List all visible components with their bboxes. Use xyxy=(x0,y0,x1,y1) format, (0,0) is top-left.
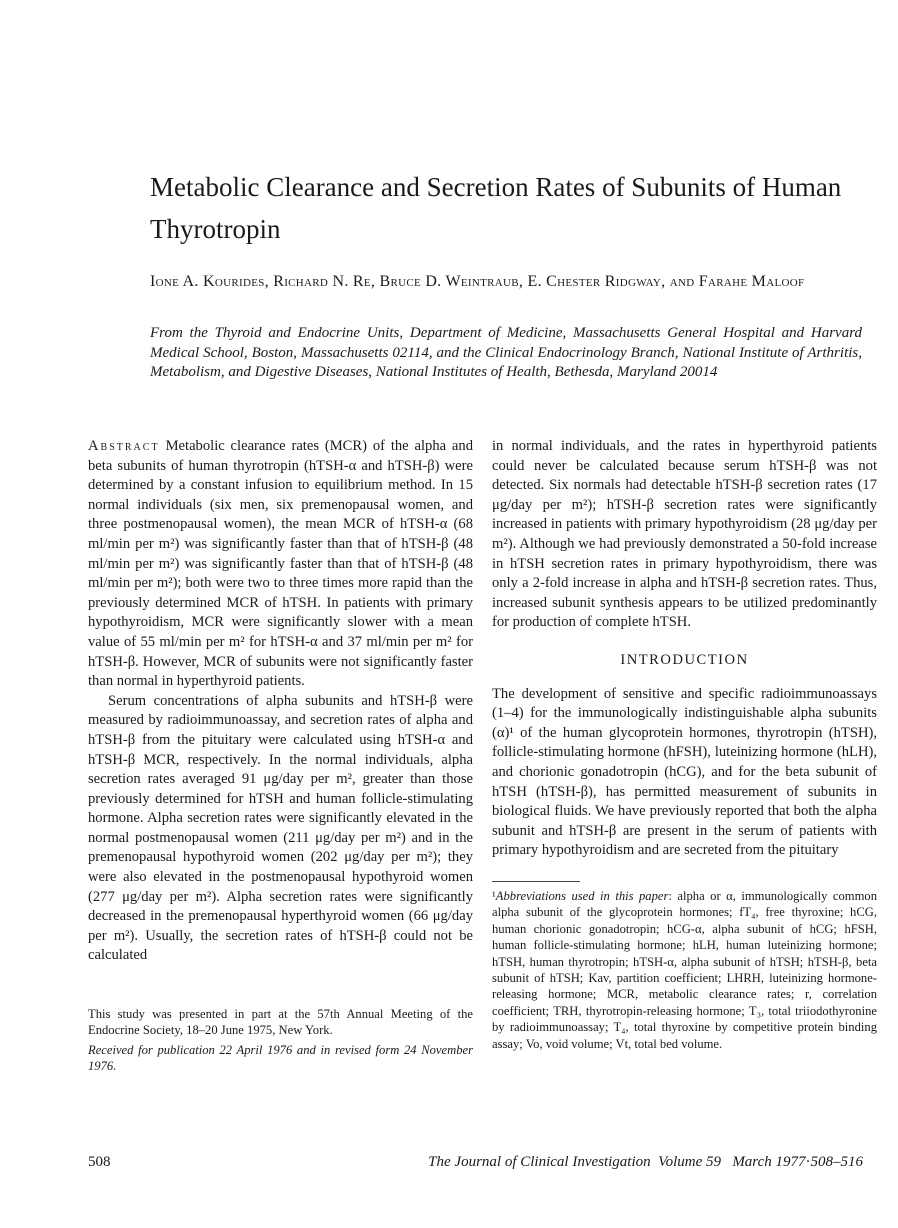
journal-volume: Volume 59 xyxy=(658,1154,722,1170)
journal-name: The Journal of Clinical Investigation xyxy=(428,1154,651,1170)
introduction-paragraph-1: The development of sensitive and specific radioimmunoassays (1–4) for the immunologically indistinguishable alpha subunits (α)¹ of the human glycoprotein hormones, thyrotropin (hTSH), follicle-stimulating hormone (hFSH), luteinizing hormone (hLH), and chorionic gonadotropin (hCG), and for the beta subunit of hTSH (hTSH-β), has permitted measurement of subunits in biological fluids. We have previously reported that both the alpha subunit and hTSH-β are present in the serum of patients with primary hypothyroidism and are secreted from the pituitary xyxy=(492,685,877,859)
abstract-paragraph-1: Abstract Metabolic clearance rates (MCR) of the alpha and beta subunits of human thyrotropin (hTSH-α and hTSH-β) were determined by a constant infusion to equilibrium method. In 15 normal individuals (six men, six premenopausal women, and three postmenopausal women), the mean MCR of hTSH-α (68 ml/min per m²) was significantly faster than that of hTSH-β (48 ml/min per m²) was significantly faster than that of hTSH-β (48 ml/min per m²); both were two to three times more rapid than the previously determined MCR of hTSH. In patients with primary hypothyroidism, MCR were significantly slower with a mean value of 55 ml/min per m² for hTSH-α and 37 ml/min per m² for hTSH-β. However, MCR of subunits were not significantly faster than normal in hyperthyroid patients. xyxy=(88,438,473,690)
left-column xyxy=(88,437,473,966)
page-footer xyxy=(88,1154,863,1174)
presentation-note: This study was presented in part at the 57th Annual Meeting of the Endocrine Society, 18–20 June 1975, New York. xyxy=(88,1007,473,1038)
footnote-divider xyxy=(492,881,580,882)
abstract-paragraph-2-continued: in normal individuals, and the rates in hyperthyroid patients could never be calculated because serum hTSH-β was not detected. Six normals had detectable hTSH-β secretion rates (17 μg/day per m²); hTSH-β secretion rates were significantly increased in patients with primary hypothyroidism (28 μg/day per m²). Although we had previously demonstrated a 50-fold increase in hTSH secretion rates in primary hypothyroidism, there was only a 2-fold increase in alpha and hTSH-β secretion rates. Thus, increased subunit synthesis appears to be utilized predominantly for production of complete hTSH. xyxy=(492,438,877,631)
left-footnotes xyxy=(88,1006,473,1078)
abstract-paragraph-2: Serum concentrations of alpha subunits and hTSH-β were measured by radioimmunoassay, and secretion rates of alpha and hTSH-β from the pituitary were calculated using hTSH-α and hTSH-β MCR, respectively. In the normal individuals, alpha secretion rates averaged 91 μg/day per m², greater than those previously determined for hTSH and human follicle-stimulating hormone. Alpha secretion rates were significantly elevated in the normal postmenopausal women (211 μg/day per m²) and in the premenopausal hypothyroid women (202 μg/day per m²); they were also elevated in the postmenopausal hypothyroid women (277 μg/day per m²). Alpha secretion rates were significantly decreased in the premenopausal hyperthyroid women (66 μg/day per m²). Usually, the secretion rates of hTSH-β could not be calculated xyxy=(88,692,473,964)
journal-citation xyxy=(428,1154,863,1171)
received-note: Received for publication 22 April 1976 and in revised form 24 November 1976. xyxy=(88,1042,473,1074)
page-range: 508–516 xyxy=(810,1154,863,1170)
right-column xyxy=(492,437,877,1052)
page-number: 508 xyxy=(88,1154,111,1170)
affiliation: From the Thyroid and Endocrine Units, Department of Medicine, Massachusetts General Hospital and Harvard Medical School, Boston, Massachusetts 02114, and the Clinical Endocrinology Branch, National Institute of Arthritis, Metabolism, and Digestive Diseases, National Institutes of Health, Bethesda, Maryland 20014 xyxy=(150,325,862,380)
abstract-label: Abstract xyxy=(88,438,160,454)
page-separator: · xyxy=(805,1154,811,1170)
section-heading-introduction: INTRODUCTION xyxy=(620,651,749,668)
author-list: Ione A. Kourides, Richard N. Re, Bruce D. Weintraub, E. Chester Ridgway, and Farahe Maloof xyxy=(150,273,805,290)
abbreviations-footnote: ¹Abbreviations used in this paper: alpha or α, immunologically common alpha subunit of the glycoprotein hormones; fT₄, free thyroxine; hCG, human chorionic gonadotropin; hCG-α, alpha subunit of hCG; hFSH, human follicle-stimulating hormone; hLH, human luteinizing hormone; hTSH, human thyrotropin; hTSH-α, alpha subunit of hTSH; hTSH-β, beta subunit of hTSH; Kav, partition coefficient; LHRH, luteinizing hormone-releasing hormone; MCR, metabolic clearance rates; r, correlation coefficient; TRH, thyrotropin-releasing hormone; T₃, total triiodothyronine by radioimmunoassay; T₄, total thyroxine by competitive protein binding assay; Vo, void volume; Vt, total bed volume. xyxy=(492,888,877,1051)
article-title: Metabolic Clearance and Secretion Rates of Subunits of Human Thyrotropin xyxy=(150,172,842,244)
journal-date: March 1977 xyxy=(732,1154,806,1170)
